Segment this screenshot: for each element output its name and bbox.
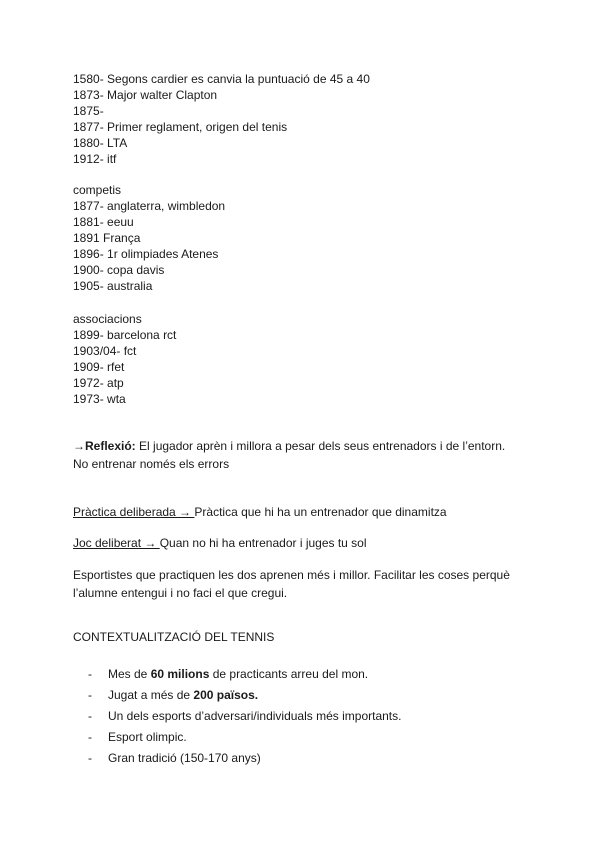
arrow-icon: → — [73, 439, 85, 453]
deliberate-practice-term: Pràctica deliberada → — [73, 505, 195, 519]
competitions-section — [73, 182, 543, 294]
reflection-text: El jugador aprèn i millora a pesar dels seus entrenadors i de l’entorn. — [135, 439, 506, 453]
history-line: 1875- — [73, 104, 104, 118]
history-line: 1580- Segons cardier es canvia la puntuació de 45 a 40 — [73, 72, 370, 86]
history-line: 1873- Major walter Clapton — [73, 88, 218, 102]
dash-bullet-icon: - — [88, 751, 92, 765]
competition-line: 1877- anglaterra, wimbledon — [73, 199, 226, 213]
associations-heading: associacions — [73, 312, 142, 326]
list-item: - Jugat a més de 200 països. — [88, 685, 401, 706]
dash-bullet-icon: - — [88, 667, 92, 681]
association-line: 1903/04- fct — [73, 344, 137, 358]
association-line: 1899- barcelona rct — [73, 328, 177, 342]
context-section-heading — [73, 629, 543, 645]
competitions-heading: competis — [73, 183, 122, 197]
competition-line: 1905- australia — [73, 279, 153, 293]
history-line: 1912- itf — [73, 152, 117, 166]
list-item: - Gran tradició (150-170 anys) — [88, 748, 401, 769]
reflection-line2: No entrenar només els errors — [73, 457, 230, 471]
deliberate-play-definition — [73, 534, 533, 552]
deliberate-practice-definition — [73, 503, 533, 521]
association-line: 1909- rfet — [73, 360, 125, 374]
history-line: 1877- Primer reglament, origen del tenis — [73, 120, 288, 134]
association-line: 1973- wta — [73, 392, 126, 406]
competition-line: 1891 França — [73, 231, 141, 245]
deliberate-play-text: Quan no hi ha entrenador i juges tu sol — [159, 536, 367, 550]
list-item: - Esport olimpic. — [88, 727, 401, 748]
context-list — [88, 664, 401, 769]
history-timeline — [73, 71, 543, 167]
context-heading: CONTEXTUALITZACIÓ DEL TENNIS — [73, 630, 275, 644]
competition-line: 1900- copa davis — [73, 263, 165, 277]
reflection-label: Reflexió: — [85, 439, 136, 453]
history-line: 1880- LTA — [73, 136, 128, 150]
dash-bullet-icon: - — [88, 730, 92, 744]
dash-bullet-icon: - — [88, 709, 92, 723]
dash-bullet-icon: - — [88, 688, 92, 702]
deliberate-practice-text: Pràctica que hi ha un entrenador que dinamitza — [194, 505, 447, 519]
competition-line: 1896- 1r olimpiades Atenes — [73, 247, 219, 261]
athletes-note-line: l’alumne entengui i no faci el que cregui. — [73, 586, 288, 600]
competition-line: 1881- eeuu — [73, 215, 134, 229]
list-item: - Mes de 60 milions de practicants arreu del mon. — [88, 664, 401, 685]
athletes-note-line: Esportistes que practiquen les dos aprenen més i millor. Facilitar les coses perquè — [73, 568, 510, 582]
deliberate-play-term: Joc deliberat → — [73, 536, 160, 550]
association-line: 1972- atp — [73, 376, 124, 390]
list-item: - Un dels esports d’adversari/individuals més importants. — [88, 706, 401, 727]
reflection-paragraph — [73, 437, 533, 473]
associations-section — [73, 311, 543, 407]
athletes-note — [73, 566, 533, 602]
